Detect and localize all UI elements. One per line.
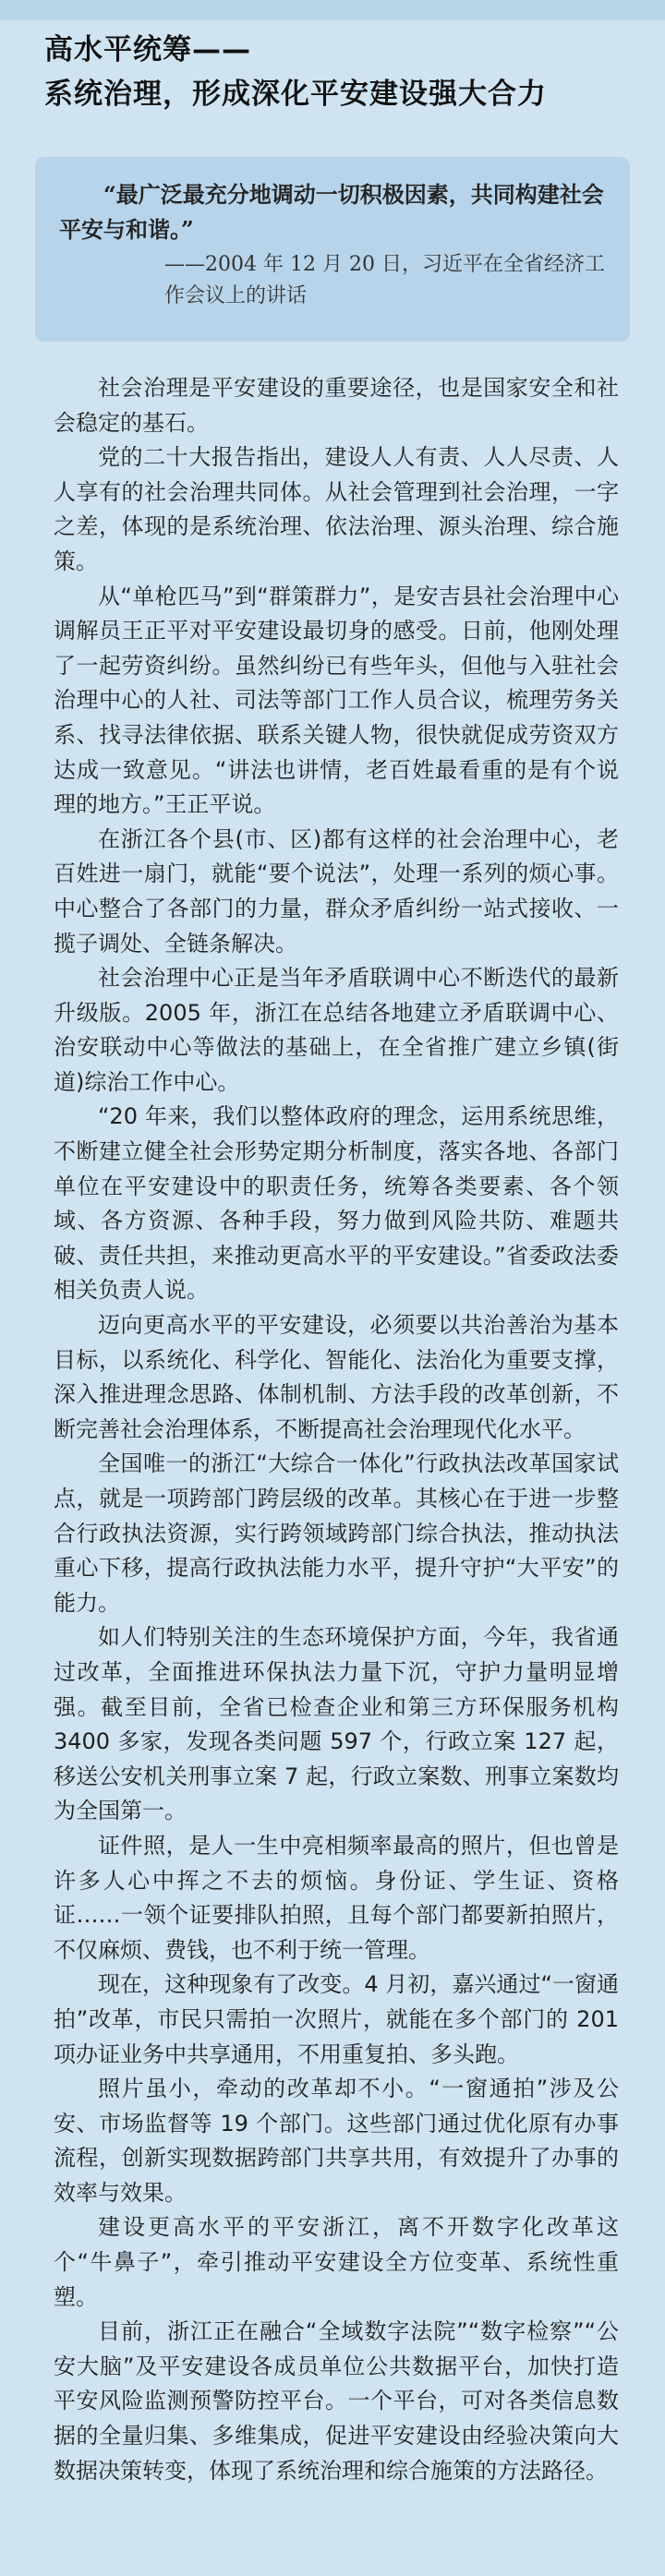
paragraph: 党的二十大报告指出，建设人人有责、人人尽责、人人享有的社会治理共同体。从社会管理到社会治理，一字之差，体现的是系统治理、依法治理、源头治理、综合施策。 xyxy=(54,444,619,574)
paragraph: 在浙江各个县(市、区)都有这样的社会治理中心，老百姓进一扇门，就能“要个说法”，处理一系列的烦心事。中心整合了各部门的力量，群众矛盾纠纷一站式接收、一揽子调处、全链条解决。 xyxy=(54,825,619,957)
paragraph: 迈向更高水平的平安建设，必须要以共治善治为基本目标，以系统化、科学化、智能化、法治化为重要支撑，深入推进理念思路、体制机制、方法手段的改革创新，不断完善社会治理体系，不断提高社会治理现代化水平。 xyxy=(54,1312,619,1442)
paragraph: 从“单枪匹马”到“群策群力”，是安吉县社会治理中心调解员王正平对平安建设最切身的感受。日前，他刚处理了一起劳资纠纷。虽然纠纷已有些年头，但他与入驻社会治理中心的人社、司法等部门工作人员合议，梳理劳务关系、找寻法律依据、联系关键人物，很快就促成劳资双方达成一致意见。“讲法也讲情，老百姓最看重的是有个说理的地方。”王正平说。 xyxy=(54,583,619,818)
section-title-line-1: 高水平统筹—— xyxy=(44,33,251,66)
paragraph: 如人们特别关注的生态环境保护方面，今年，我省通过改革，全面推进环保执法力量下沉，守护力量明显增强。截至目前，全省已检查企业和第三方环保服务机构 3400 多家，发现各类问题 597 个，行政立案 127 起，移送公安机关刑事立案 7 起，行政立案数、刑事立案数均为全国第一。 xyxy=(54,1624,619,1824)
section-title-line-2: 系统治理，形成深化平安建设强大合力 xyxy=(44,78,547,111)
paragraph: 全国唯一的浙江“大综合一体化”行政执法改革国家试点，就是一项跨部门跨层级的改革。其核心在于进一步整合行政执法资源，实行跨领域跨部门综合执法，推动执法重心下移，提高行政执法能力水平，提升守护“大平安”的能力。 xyxy=(54,1451,619,1616)
paragraph: 照片虽小，牵动的改革却不小。“一窗通拍”涉及公安、市场监督等 19 个部门。这些部门通过优化原有办事流程，创新实现数据跨部门共享共用，有效提升了办事的效率与效果。 xyxy=(54,2076,619,2206)
paragraph: 证件照，是人一生中亮相频率最高的照片，但也曾是许多人心中挥之不去的烦恼。身份证、学生证、资格证……一领个证要排队拍照，且每个部门都要新拍照片，不仅麻烦、费钱，也不利于统一管理。 xyxy=(54,1832,619,1963)
top-color-band xyxy=(0,0,665,20)
article-body xyxy=(54,371,619,2488)
quote-box xyxy=(35,157,630,342)
quote-text: “最广泛最充分地调动一切积极因素，共同构建社会平安与和谐。” xyxy=(59,181,604,243)
paragraph: “20 年来，我们以整体政府的理念，运用系统思维，不断建立健全社会形势定期分析制度，落实各地、各部门单位在平安建设中的职责任务，统筹各类要素、各个领域、各方资源、各种手段，努力做到风险共防、难题共破、责任共担，来推动更高水平的平安建设。”省委政法委相关负责人说。 xyxy=(54,1103,619,1304)
paragraph: 现在，这种现象有了改变。4 月初，嘉兴通过“一窗通拍”改革，市民只需拍一次照片，就能在多个部门的 201 项办证业务中共享通用，不用重复拍、多头跑。 xyxy=(54,1971,619,2067)
paragraph: 社会治理是平安建设的重要途径，也是国家安全和社会稳定的基石。 xyxy=(54,375,619,436)
paragraph: 社会治理中心正是当年矛盾联调中心不断迭代的最新升级版。2005 年，浙江在总结各地建立矛盾联调中心、治安联动中心等做法的基础上，在全省推广建立乡镇(街道)综治工作中心。 xyxy=(54,965,619,1095)
section-header xyxy=(44,28,635,116)
quote-source: ——2004 年 12 月 20 日，习近平在全省经济工作会议上的讲话 xyxy=(164,253,605,307)
paragraph: 建设更高水平的平安浙江，离不开数字化改革这个“牛鼻子”，牵引推动平安建设全方位变革、系统性重塑。 xyxy=(54,2214,619,2310)
paragraph: 目前，浙江正在融合“全域数字法院”“数字检察”“公安大脑”及平安建设各成员单位公共数据平台，加快打造平安风险监测预警防控平台。一个平台，可对各类信息数据的全量归集、多维集成，促进平安建设由经验决策向大数据决策转变，体现了系统治理和综合施策的方法路径。 xyxy=(54,2318,619,2484)
